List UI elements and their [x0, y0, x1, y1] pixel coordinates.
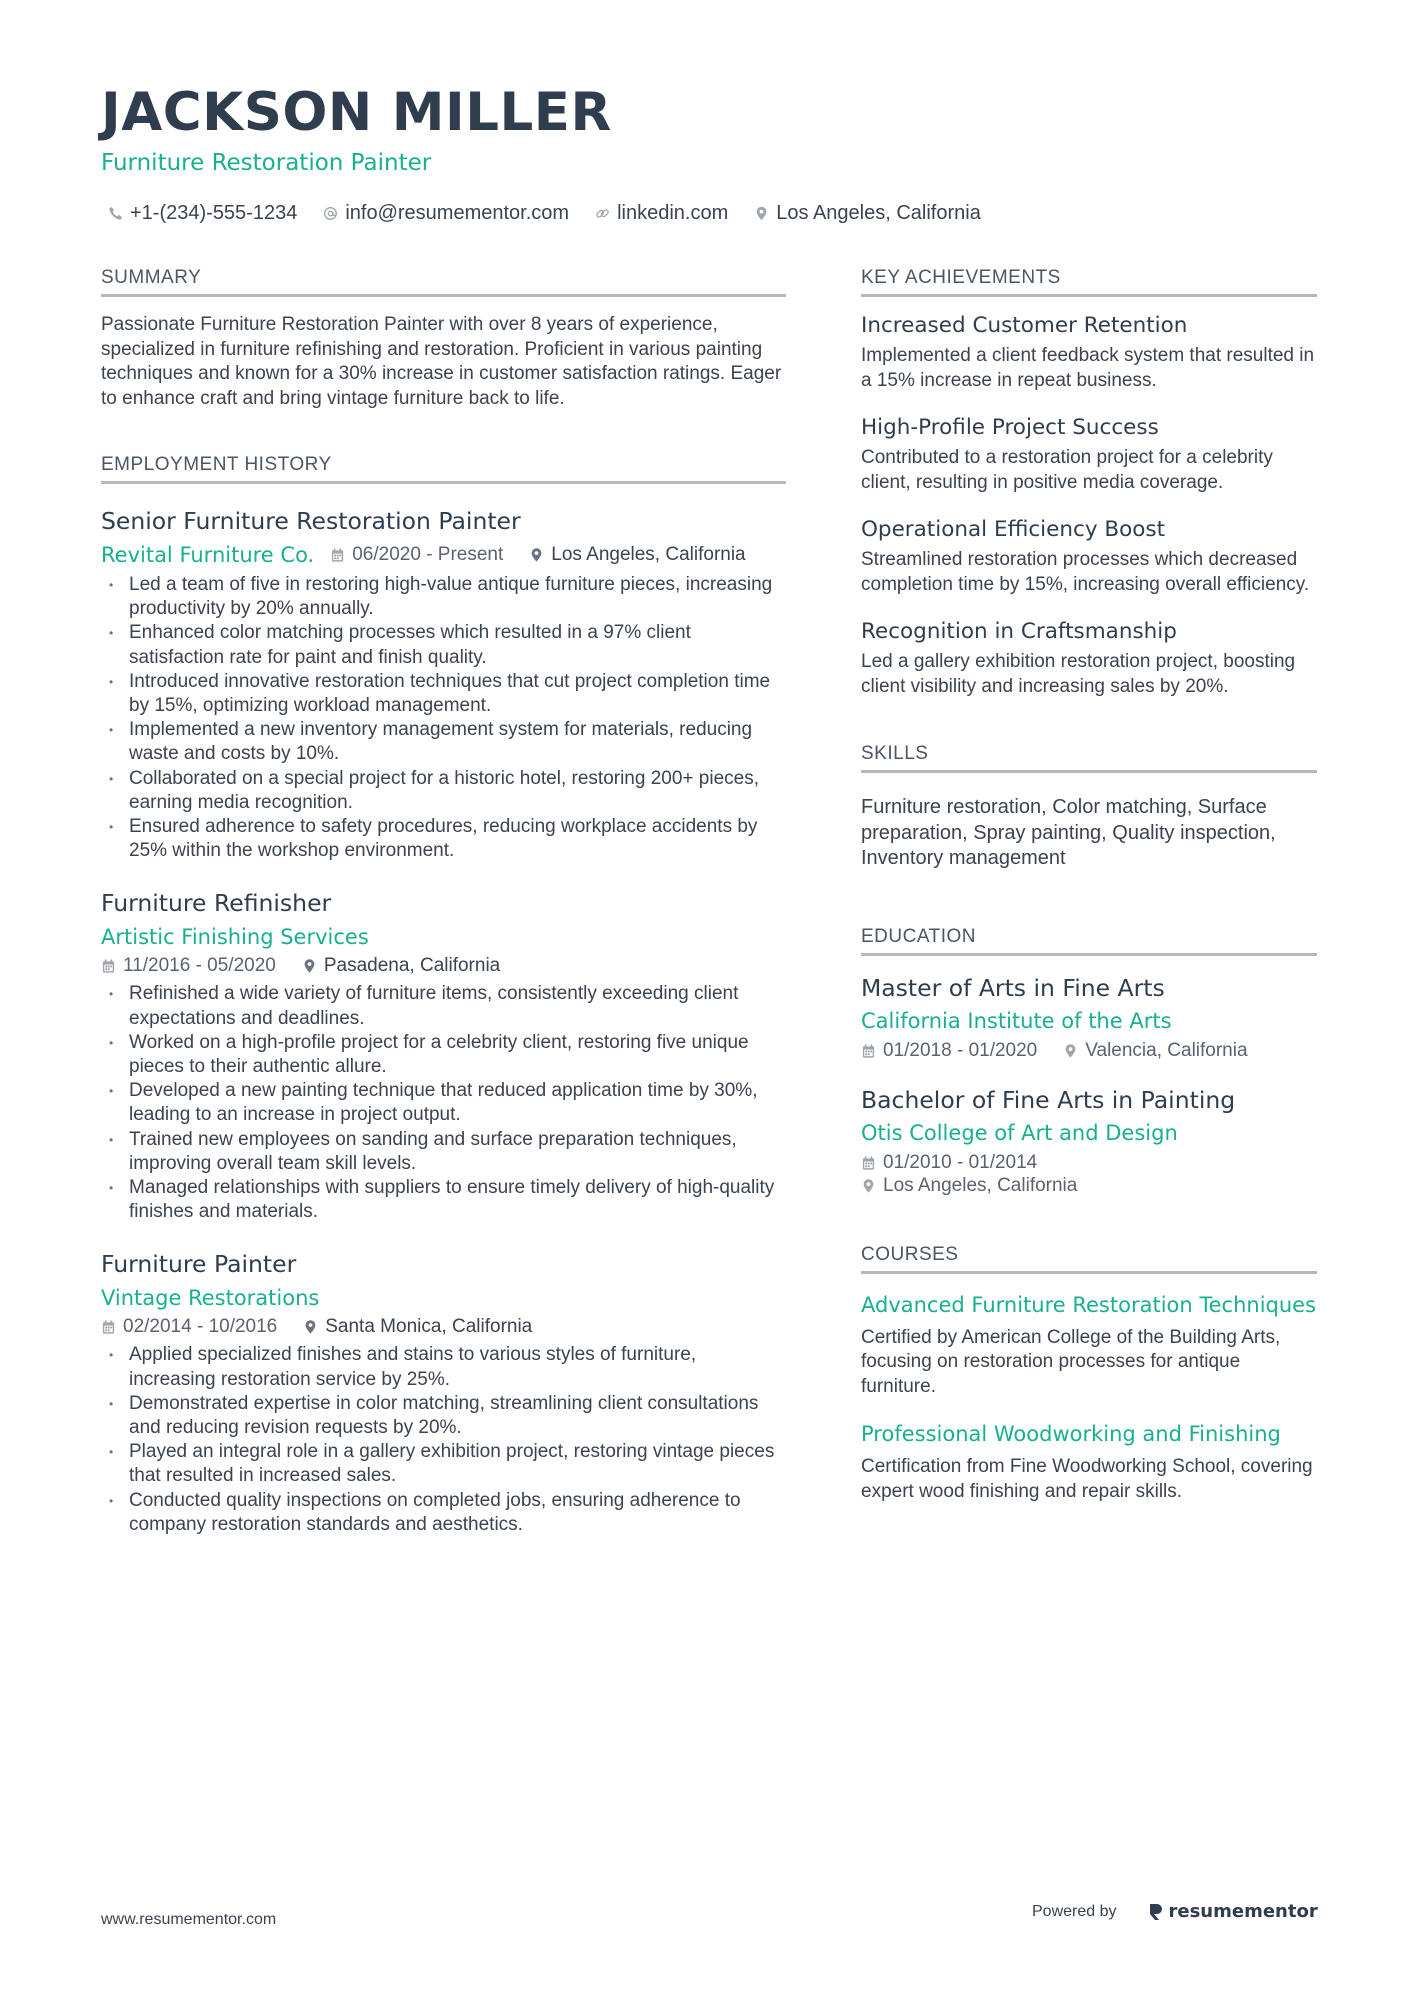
list-item: • Ensured adherence to safety procedures, reducing workplace accidents by 25% within the workshop environment. — [101, 815, 786, 863]
logo-text: resumementor — [1168, 1901, 1318, 1922]
brand-logo[interactable] — [1147, 1901, 1318, 1922]
map-pin-icon — [1063, 1043, 1078, 1059]
achievements-heading: KEY ACHIEVEMENTS — [861, 267, 1317, 297]
map-pin-icon — [302, 958, 317, 974]
degree-title: Bachelor of Fine Arts in Painting — [861, 1085, 1236, 1114]
job-location-text: Los Angeles, California — [551, 544, 746, 565]
list-item: • Introduced innovative restoration techniques that cut project completion time by 15%, optimizing workload management. — [101, 670, 786, 718]
left-column — [101, 267, 786, 1537]
footer-branding — [1032, 1901, 1318, 1922]
job-location-text: Santa Monica, California — [325, 1316, 533, 1338]
list-item: • Trained new employees on sanding and surface preparation techniques, improving overall team skill levels. — [101, 1128, 786, 1176]
school-name: Otis College of Art and Design — [861, 1120, 1178, 1145]
education-location — [861, 1175, 1077, 1197]
education-dates-text: 01/2018 - 01/2020 — [883, 1039, 1038, 1061]
course-text: Certified by American College of the Building Arts, focusing on restoration processes for antique furniture. — [861, 1326, 1281, 1397]
achievement-title: Increased Customer Retention — [861, 313, 1188, 338]
achievement-title: High-Profile Project Success — [861, 415, 1159, 440]
linkedin-text: linkedin.com — [617, 201, 729, 224]
achievement-item — [861, 313, 1317, 393]
skills-text: Furniture restoration, Color matching, Surface preparation, Spray painting, Quality inspection, Inventory management — [861, 796, 1276, 869]
course-title: Professional Woodworking and Finishing — [861, 1422, 1281, 1446]
contact-email — [323, 202, 569, 225]
company-name: Vintage Restorations — [101, 1286, 320, 1311]
location-text: Los Angeles, California — [776, 201, 981, 224]
list-item: • Played an integral role in a gallery exhibition project, restoring vintage pieces that resulted in increased sales. — [101, 1440, 786, 1488]
contact-bar — [108, 201, 981, 225]
job-dates-text: 06/2020 - Present — [352, 544, 504, 565]
calendar-icon — [861, 1043, 876, 1059]
list-item: • Managed relationships with suppliers to ensure timely delivery of high-quality finishes and materials. — [101, 1176, 786, 1224]
job-title: Senior Furniture Restoration Painter — [101, 507, 521, 535]
job-meta — [101, 955, 786, 977]
job-dates — [330, 544, 503, 566]
list-item: • Enhanced color matching processes which resulted in a 97% client satisfaction rate for paint and finish quality. — [101, 621, 786, 669]
powered-by-text: Powered by — [1032, 1902, 1117, 1920]
at-icon — [323, 206, 338, 221]
contact-location — [754, 202, 981, 225]
job-location — [529, 544, 745, 566]
job-bullets — [101, 573, 786, 863]
education-dates — [861, 1040, 1037, 1062]
achievement-item — [861, 415, 1317, 495]
course-title: Advanced Furniture Restoration Techniques — [861, 1292, 1317, 1317]
list-item: • Led a team of five in restoring high-value antique furniture pieces, increasing productivity by 20% annually. — [101, 573, 786, 621]
candidate-name: JACKSON MILLER — [101, 82, 612, 143]
company-name: Revital Furniture Co. — [101, 543, 315, 567]
achievement-title: Operational Efficiency Boost — [861, 517, 1166, 542]
map-pin-icon — [861, 1178, 876, 1194]
list-item: • Collaborated on a special project for a historic hotel, restoring 200+ pieces, earning media recognition. — [101, 767, 786, 815]
achievement-text: Streamlined restoration processes which decreased completion time by 15%, increasing overall efficiency. — [861, 549, 1310, 595]
achievement-title: Recognition in Craftsmanship — [861, 619, 1177, 644]
map-pin-icon — [529, 547, 544, 563]
skills-heading: SKILLS — [861, 743, 1317, 773]
phone-text: +1-(234)-555-1234 — [130, 201, 298, 224]
achievement-text: Led a gallery exhibition restoration project, boosting client visibility and increasing sales by 20%. — [861, 651, 1296, 697]
email-text: info@resumementor.com — [345, 201, 570, 224]
calendar-icon — [861, 1155, 876, 1171]
job-location — [302, 955, 500, 977]
course-item — [861, 1421, 1317, 1504]
list-item: • Worked on a high-profile project for a celebrity client, restoring five unique pieces to their authentic allure. — [101, 1031, 786, 1079]
company-name: Artistic Finishing Services — [101, 925, 369, 950]
job-entry — [101, 889, 786, 1224]
calendar-icon — [101, 958, 116, 974]
job-bullets — [101, 982, 786, 1224]
achievement-item — [861, 619, 1317, 699]
map-pin-icon — [754, 206, 769, 221]
right-column — [861, 267, 1317, 1504]
calendar-icon — [101, 1319, 116, 1335]
achievement-text: Implemented a client feedback system that resulted in a 15% increase in repeat business. — [861, 345, 1315, 391]
link-icon — [595, 206, 610, 221]
list-item: • Demonstrated expertise in color matching, streamlining client consultations and reducing revision requests by 20%. — [101, 1392, 786, 1440]
map-pin-icon — [303, 1319, 318, 1335]
job-location-text: Pasadena, California — [323, 955, 501, 977]
education-item — [861, 1086, 1317, 1197]
contact-linkedin — [595, 202, 728, 225]
education-meta — [861, 1040, 1317, 1062]
education-heading: EDUCATION — [861, 926, 1317, 956]
job-title: Furniture Painter — [101, 1250, 297, 1279]
education-location — [1063, 1040, 1247, 1062]
education-dates-line — [861, 1152, 1317, 1174]
summary-heading: SUMMARY — [101, 267, 786, 297]
course-item — [861, 1292, 1317, 1400]
school-name: California Institute of the Arts — [861, 1008, 1172, 1033]
footer-website[interactable]: www.resumementor.com — [101, 1911, 277, 1928]
degree-title: Master of Arts in Fine Arts — [861, 973, 1165, 1002]
course-text: Certification from Fine Woodworking School, covering expert wood finishing and repair skills. — [861, 1456, 1313, 1502]
phone-icon — [108, 206, 123, 221]
education-location-line — [861, 1175, 1317, 1197]
achievement-text: Contributed to a restoration project for a celebrity client, resulting in positive media coverage. — [861, 447, 1273, 493]
logo-icon — [1147, 1902, 1163, 1922]
contact-phone — [108, 202, 297, 225]
education-dates-text: 01/2010 - 01/2014 — [883, 1151, 1038, 1173]
job-bullets — [101, 1343, 786, 1537]
job-entry — [101, 507, 786, 863]
job-title: Furniture Refinisher — [101, 889, 332, 918]
summary-text: Passionate Furniture Restoration Painter with over 8 years of experience, specialized in furniture refinishing and restoration. Proficient in various painting techniques and known for a 30% increase in customer satisfaction ratings. Eager to enhance craft and bring vintage furniture back to life. — [101, 314, 782, 409]
education-location-text: Valencia, California — [1085, 1039, 1248, 1061]
job-entry — [101, 1250, 786, 1537]
job-dates-text: 02/2014 - 10/2016 — [123, 1316, 278, 1338]
job-dates — [101, 1316, 277, 1338]
calendar-icon — [330, 547, 345, 563]
job-dates-text: 11/2016 - 05/2020 — [123, 955, 276, 977]
education-item — [861, 974, 1317, 1062]
achievement-item — [861, 517, 1317, 597]
job-meta — [101, 1316, 786, 1338]
list-item: • Applied specialized finishes and stains to various styles of furniture, increasing restoration service by 25%. — [101, 1343, 786, 1391]
list-item: • Refinished a wide variety of furniture items, consistently exceeding client expectations and deadlines. — [101, 982, 786, 1030]
courses-heading: COURSES — [861, 1244, 1317, 1274]
employment-heading: EMPLOYMENT HISTORY — [101, 454, 786, 484]
job-dates — [101, 955, 276, 977]
list-item: • Implemented a new inventory management system for materials, reducing waste and costs by 10%. — [101, 718, 786, 766]
education-location-text: Los Angeles, California — [883, 1174, 1078, 1196]
job-location — [303, 1316, 532, 1338]
job-meta-line — [101, 543, 786, 567]
education-dates — [861, 1152, 1037, 1174]
list-item: • Developed a new painting technique that reduced application time by 30%, leading to an increase in project output. — [101, 1079, 786, 1127]
list-item: • Conducted quality inspections on completed jobs, ensuring adherence to company restoration standards and aesthetics. — [101, 1489, 786, 1537]
job-meta — [330, 544, 745, 566]
candidate-role: Furniture Restoration Painter — [101, 150, 432, 176]
